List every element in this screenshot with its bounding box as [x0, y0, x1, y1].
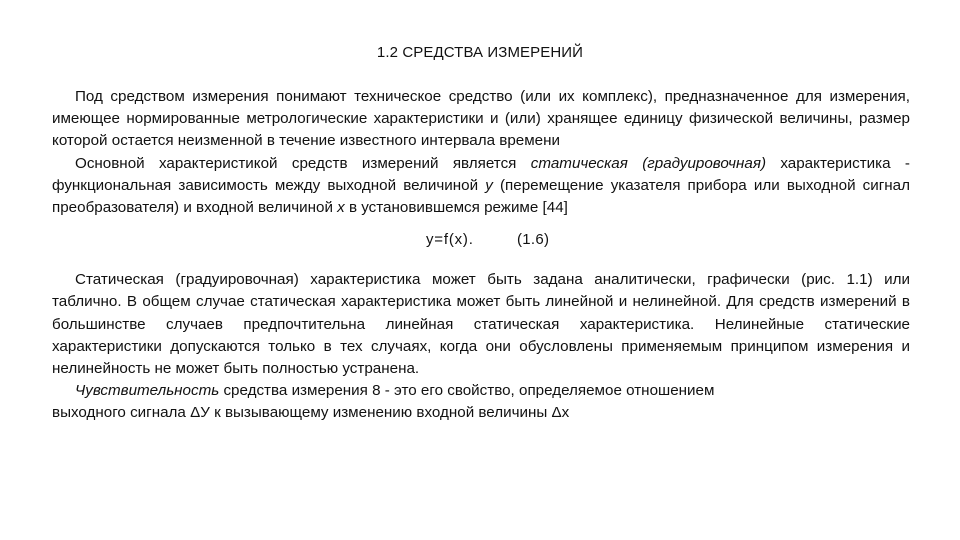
text-run: (перемещение указателя прибора или выходной сигнал преобразователя) и входной величиной [52, 176, 910, 217]
formula-expression: y=f(x). [426, 231, 474, 249]
paragraph-sensitivity [52, 380, 910, 424]
paragraph-definition: Под средством измерения понимают техническое средство (или их комплекс), предназначенное для измерения, имеющее нормированные метрологические характеристики и (или) хранящее единицу физической величины, размер которой остается неизменной в течение известного интервала времени [52, 88, 910, 150]
formula-number: (1.6) [517, 231, 550, 249]
italic-term-sensitivity: Чувствительность [75, 382, 220, 400]
text-run: характеристика - функциональная зависимость между выходной величиной [52, 154, 910, 194]
italic-term-static: статическая (градуировочная) [530, 154, 766, 172]
text-run: Основной характеристикой средств измерений является [75, 154, 531, 172]
paragraph-static-characteristic: Статическая (градуировочная) характеристика может быть задана аналитически, графически (рис. 1.1) или таблично. В общем случае статическая характеристика может быть линейной и нелинейной. Для средств измерений в большинстве случаев предпочтительна линейная статическая характеристика. Нелинейные статические характеристики допускаются только в тех случаях, когда они обусловлены применяемым принципом измерения и нелинейность не может быть полностью устранена. [52, 271, 910, 378]
paragraph-main-characteristic [52, 153, 910, 220]
text-run: в установившемся режиме [44] [344, 199, 568, 217]
section-title: 1.2 СРЕДСТВА ИЗМЕРЕНИЙ [376, 44, 584, 61]
formula-row [52, 219, 910, 269]
italic-variable-y: y [485, 176, 493, 194]
text-run: выходного сигнала ΔУ к вызывающему изменению входной величины Δх [52, 404, 570, 422]
text-run: средства измерения 8 - это его свойство, определяемое отношением [219, 382, 715, 400]
italic-variable-x: x [337, 199, 345, 217]
document-body [52, 86, 910, 425]
